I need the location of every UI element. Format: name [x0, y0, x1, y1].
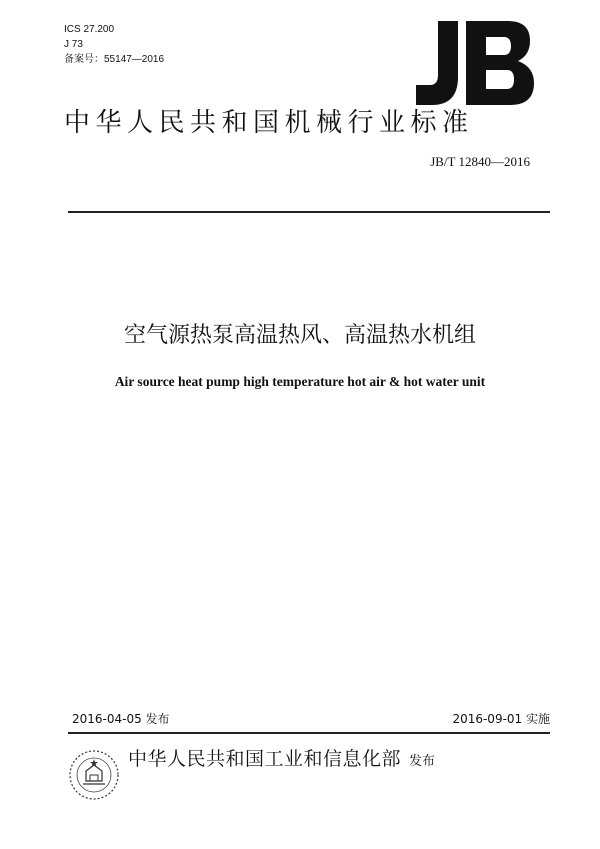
- issuer-suffix: 发布: [409, 754, 436, 769]
- classification-code: J 73: [64, 39, 83, 50]
- bottom-divider: [68, 732, 550, 734]
- jb-logo: [408, 15, 538, 111]
- national-emblem-icon: [66, 747, 122, 803]
- effective-date: 2016-09-01 实施: [452, 712, 550, 726]
- issuer-name: 中华人民共和国工业和信息化部: [128, 748, 402, 770]
- ics-code: ICS 27.200: [64, 24, 115, 35]
- title-english: Air source heat pump high temperature hot air & hot water unit: [114, 374, 486, 389]
- industry-standard-heading: 中华人民共和国机械行业标准: [64, 108, 474, 138]
- standard-number: JB/T 12840—2016: [430, 154, 530, 169]
- top-divider: [68, 211, 550, 213]
- record-number: 备案号：55147—2016: [64, 54, 165, 65]
- publish-date: 2016-04-05 发布: [72, 712, 170, 726]
- issuing-authority: [128, 747, 435, 774]
- title-chinese: 空气源热泵高温热风、高温热水机组: [123, 323, 476, 348]
